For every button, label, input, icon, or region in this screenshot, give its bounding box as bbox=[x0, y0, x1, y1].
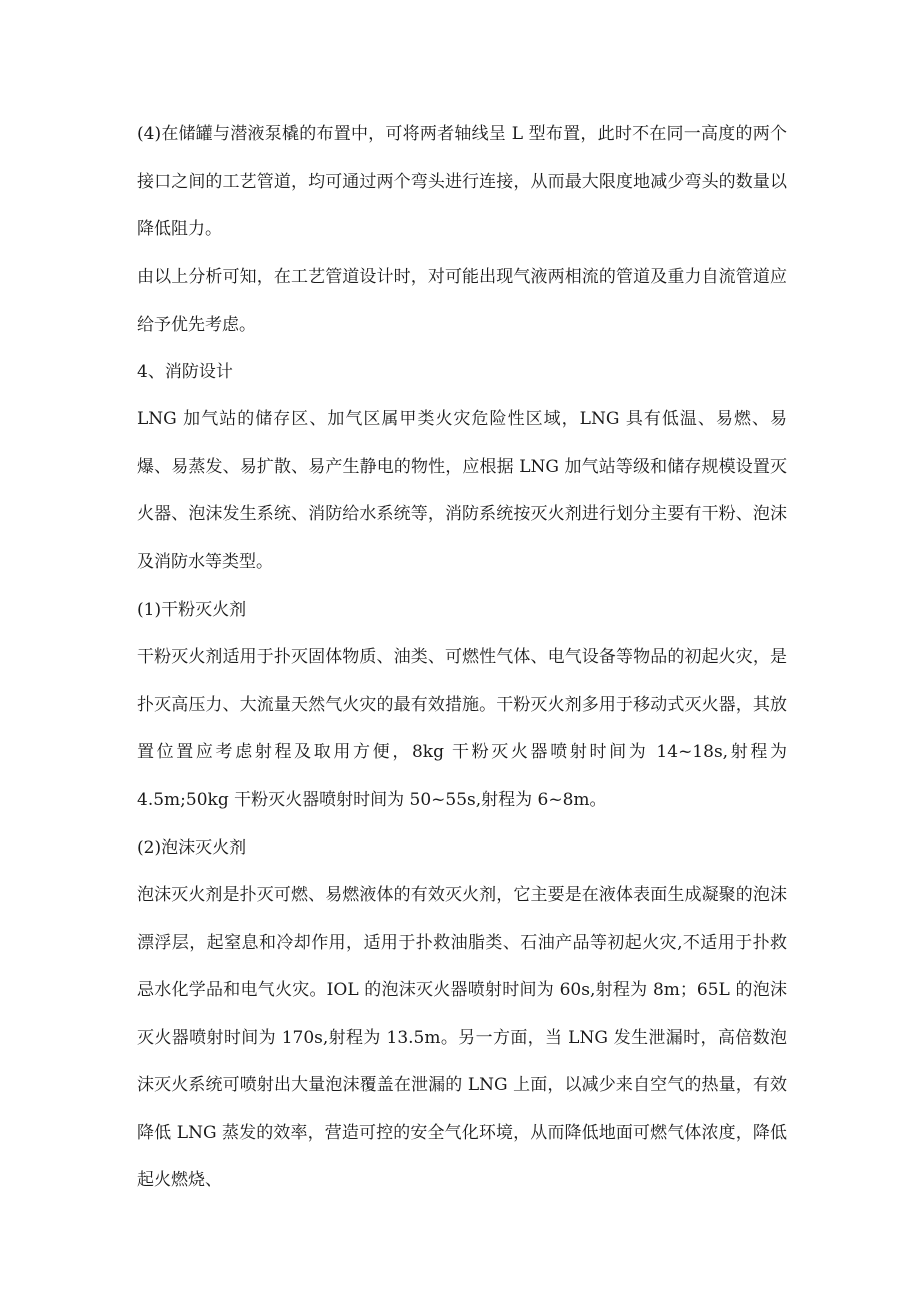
paragraph-foam: 泡沫灭火剂是扑灭可燃、易燃液体的有效灭火剂，它主要是在液体表面生成凝聚的泡沫漂浮层，起窒息和冷却作用，适用于扑救油脂类、石油产品等初起火灾,不适用于扑救忌水化学品和电气火灾。IOL 的泡沫灭火器喷射时间为 60s,射程为 8m；65L 的泡沫灭火器喷射时间为 170s,射程为 13.5m。另一方面，当 LNG 发生泄漏时，高倍数泡沫灭火系统可喷射出大量泡沫覆盖在泄漏的 LNG 上面，以减少来自空气的热量，有效降低 LNG 蒸发的效率，营造可控的安全气化环境，从而降低地面可燃气体浓度，降低起火燃烧、 bbox=[137, 885, 787, 1190]
subheading-dry-powder: (1)干粉灭火剂 bbox=[137, 600, 247, 620]
subheading-foam: (2)泡沫灭火剂 bbox=[137, 838, 247, 858]
paragraph-dry-powder: 干粉灭火剂适用于扑灭固体物质、油类、可燃性气体、电气设备等物品的初起火灾，是扑灭高压力、大流量天然气火灾的最有效措施。干粉灭火剂多用于移动式灭火器，其放置位置应考虑射程及取用方便，8kg 干粉灭火器喷射时间为 14~18s,射程为 4.5m;50kg 干粉灭火器喷射时间为 50~55s,射程为 6~8m。 bbox=[137, 647, 787, 810]
paragraph-fire-risk-area: LNG 加气站的储存区、加气区属甲类火灾危险性区域，LNG 具有低温、易燃、易爆、易蒸发、易扩散、易产生静电的物性，应根据 LNG 加气站等级和储存规模设置灭火器、泡沫发生系统、消防给水系统等，消防系统按灭火剂进行划分主要有干粉、泡沫及消防水等类型。 bbox=[137, 409, 787, 572]
paragraph-analysis-conclusion: 由以上分析可知，在工艺管道设计时，对可能出现气液两相流的管道及重力自流管道应给予优先考虑。 bbox=[137, 267, 787, 335]
paragraph-l-layout-pipes: (4)在储罐与潜液泵橇的布置中，可将两者轴线呈 L 型布置，此时不在同一高度的两个接口之间的工艺管道，均可通过两个弯头进行连接，从而最大限度地减少弯头的数量以降低阻力。 bbox=[137, 124, 787, 239]
section-heading-fire-design: 4、消防设计 bbox=[137, 362, 233, 382]
